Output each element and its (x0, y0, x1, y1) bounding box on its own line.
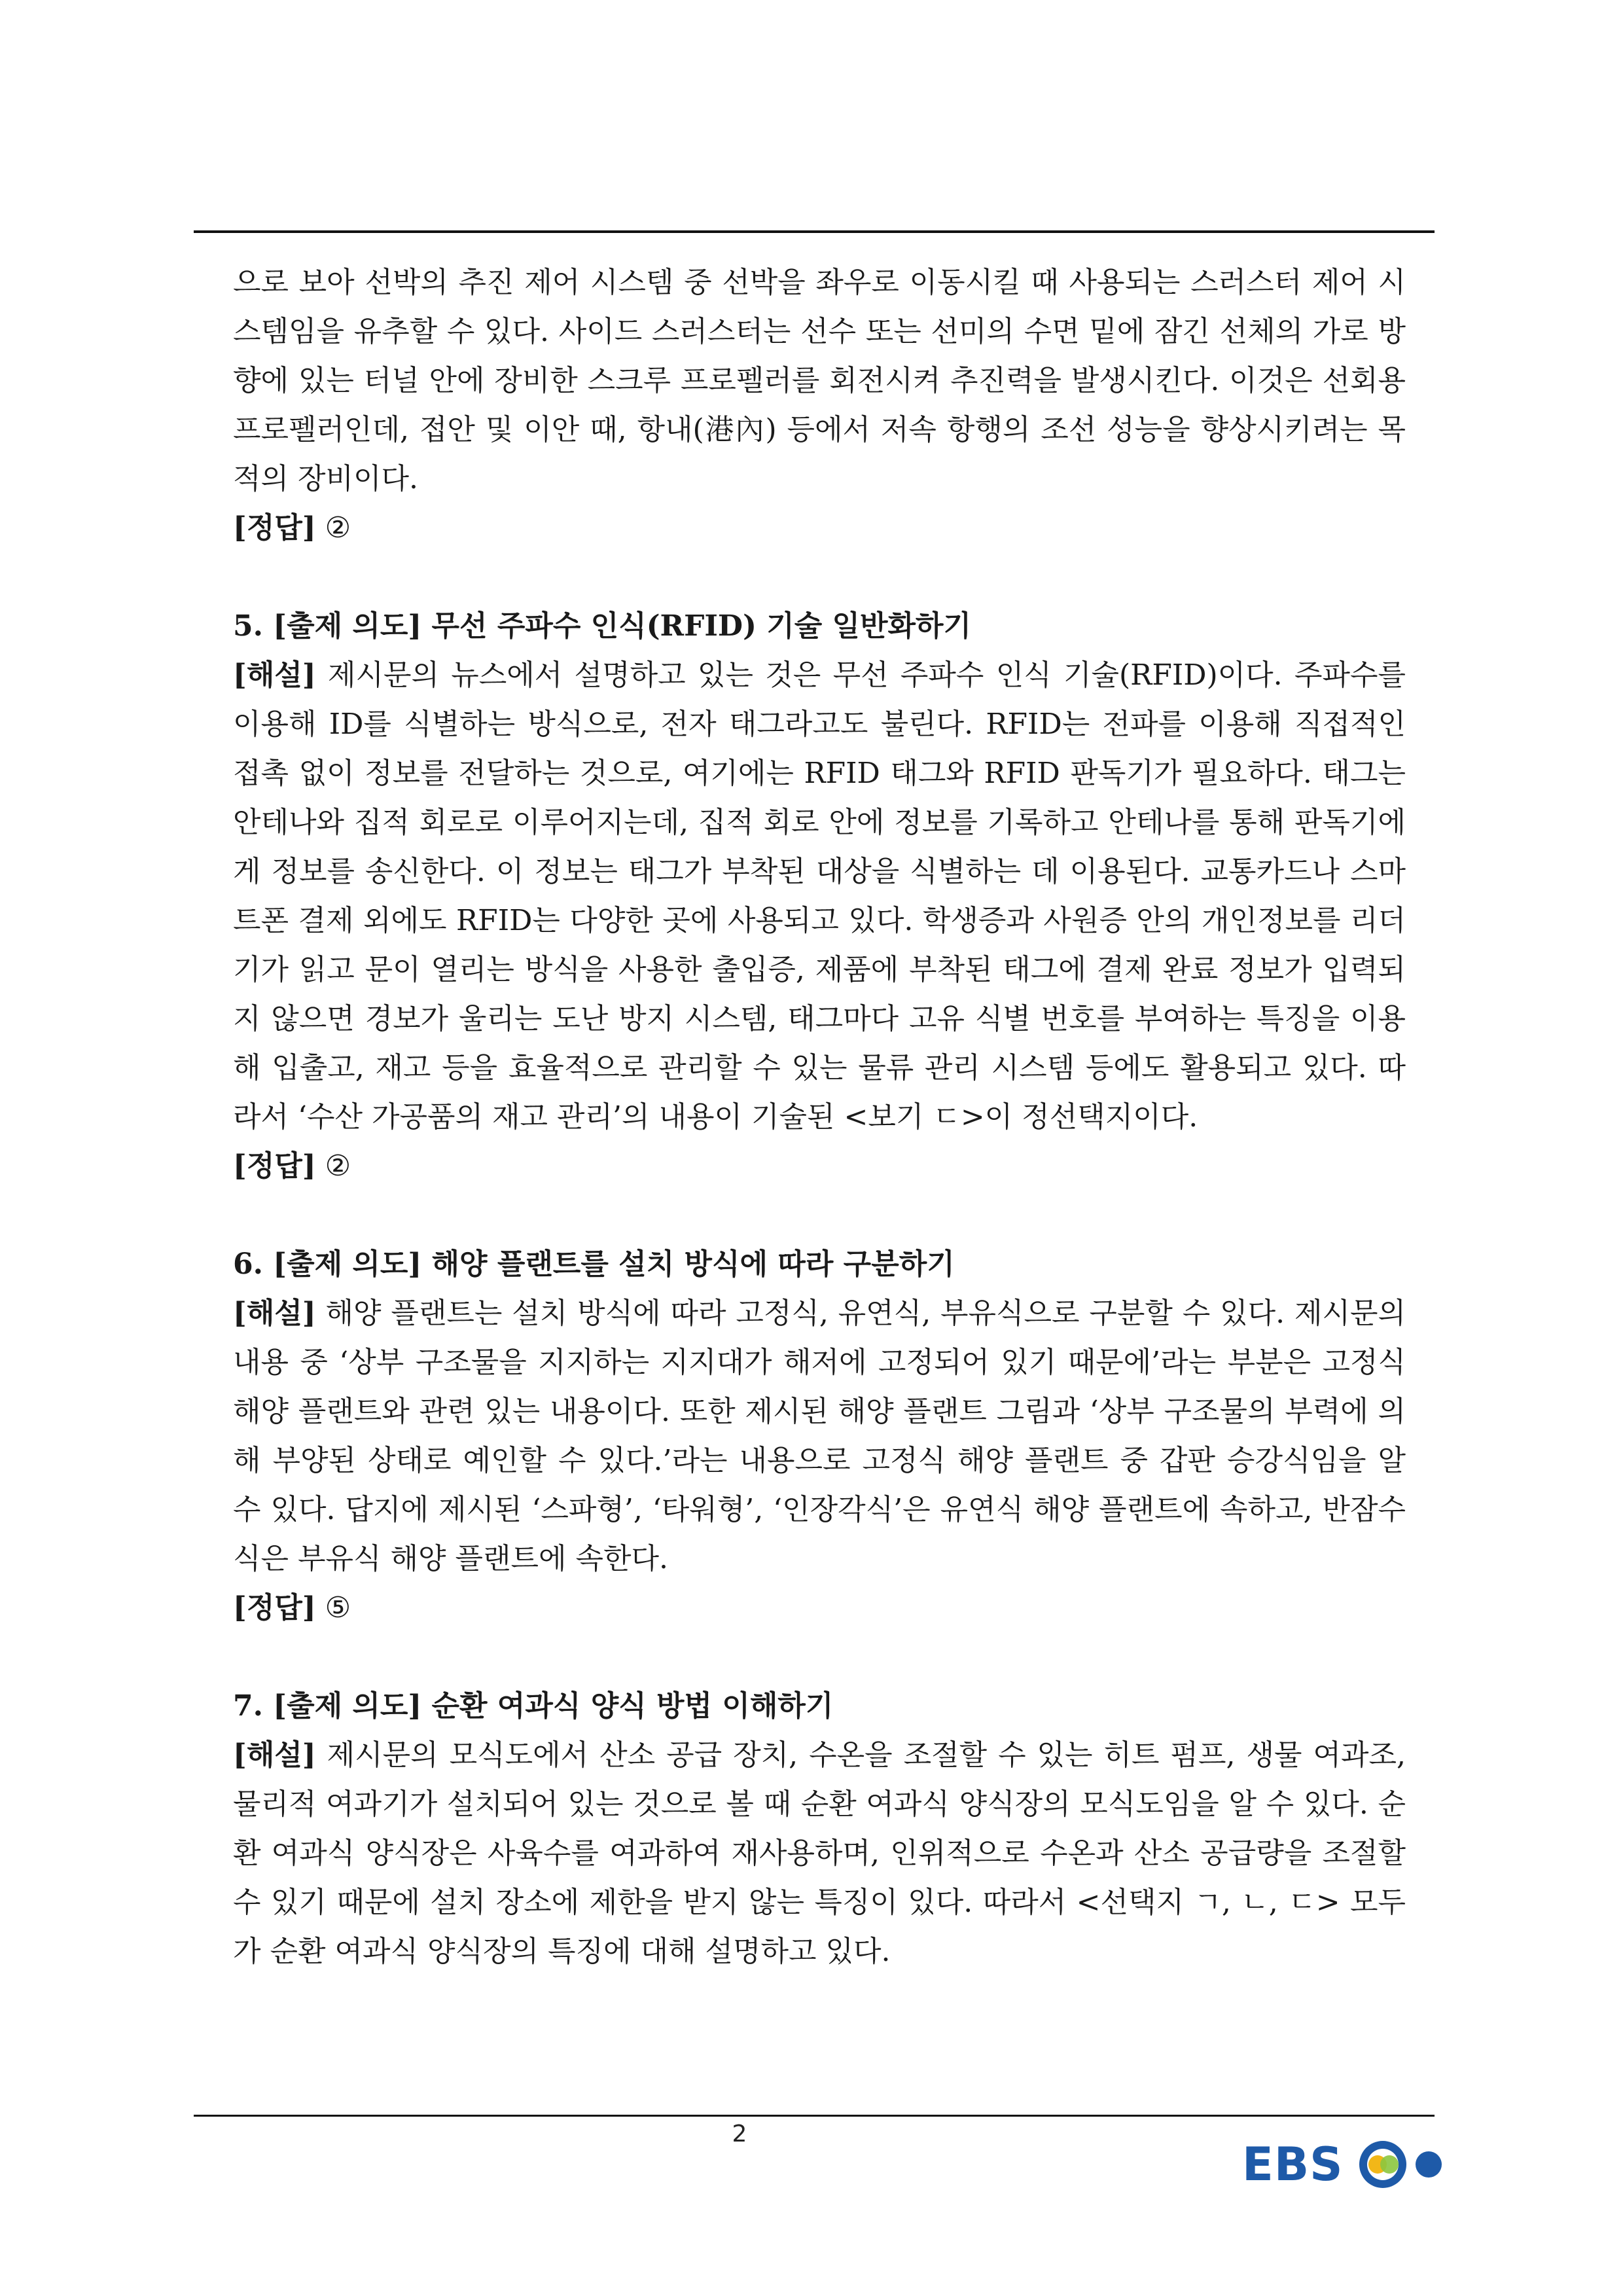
logo-green-dot (1380, 2155, 1399, 2174)
ebs-logo-text: EBS (1242, 2138, 1344, 2191)
explanation-label: [해설] (233, 1738, 316, 1772)
section-5-heading: 5. [출제 의도] 무선 주파수 인식(RFID) 기술 일반화하기 (233, 609, 972, 643)
ebs-logo-mark-icon (1351, 2135, 1463, 2194)
answer-value: ⑤ (325, 1591, 351, 1624)
continuation-answer (233, 503, 1406, 552)
explanation-label: [해설] (233, 1297, 316, 1330)
section-7-explanation (233, 1731, 1406, 1976)
header-rule (194, 230, 1435, 233)
answer-label: [정답] (233, 511, 316, 545)
answer-value: ② (325, 511, 351, 545)
explanation-text: 해양 플랜트는 설치 방식에 따라 고정식, 유연식, 부유식으로 구분할 수 있다. 제시문의 내용 중 ‘상부 구조물을 지지하는 지지대가 해저에 고정되어 있기 때문에’라는 부분은 고정식 해양 플랜트와 관련 있는 내용이다. 또한 제시된 해양 플랜트 그림과 ‘상부 구조물의 부력에 의해 부양된 상태로 예인할 수 있다.’라는 내용으로 고정식 해양 플랜트 중 갑판 승강식임을 알 수 있다. 답지에 제시된 ‘스파형’, ‘타워형’, ‘인장각식’은 유연식 해양 플랜트에 속하고, 반잠수식은 부유식 해양 플랜트에 속한다. (233, 1297, 1406, 1575)
logo-blue-dot (1416, 2151, 1442, 2178)
explanation-text: 제시문의 모식도에서 산소 공급 장치, 수온을 조절할 수 있는 히트 펌프, 생물 여과조, 물리적 여과기가 설치되어 있는 것으로 볼 때 순환 여과식 양식장의 모식도임을 알 수 있다. 순환 여과식 양식장은 사육수를 여과하여 재사용하며, 인위적으로 수온과 산소 공급량을 조절할 수 있기 때문에 설치 장소에 제한을 받지 않는 특징이 있다. 따라서 <선택지 ㄱ, ㄴ, ㄷ> 모두가 순환 여과식 양식장의 특징에 대해 설명하고 있다. (233, 1738, 1406, 1968)
explanation-label: [해설] (233, 658, 316, 692)
section-6-answer (233, 1583, 1406, 1632)
document-body (233, 258, 1406, 1976)
section-5-explanation (233, 651, 1406, 1141)
ebs-logo (1242, 2135, 1463, 2194)
page-number: 2 (732, 2121, 747, 2147)
section-7-heading: 7. [출제 의도] 순환 여과식 양식 방법 이해하기 (233, 1689, 834, 1723)
answer-label: [정답] (233, 1591, 316, 1624)
answer-value: ② (325, 1149, 351, 1183)
footer-rule (194, 2115, 1435, 2117)
answer-label: [정답] (233, 1149, 316, 1183)
explanation-text: 제시문의 뉴스에서 설명하고 있는 것은 무선 주파수 인식 기술(RFID)이다. 주파수를 이용해 ID를 식별하는 방식으로, 전자 태그라고도 불린다. RFID는 전파를 이용해 직접적인 접촉 없이 정보를 전달하는 것으로, 여기에는 RFID 태그와 RFID 판독기가 필요하다. 태그는 안테나와 집적 회로로 이루어지는데, 집적 회로 안에 정보를 기록하고 안테나를 통해 판독기에게 정보를 송신한다. 이 정보는 태그가 부착된 대상을 식별하는 데 이용된다. 교통카드나 스마트폰 결제 외에도 RFID는 다양한 곳에 사용되고 있다. 학생증과 사원증 안의 개인정보를 리더기가 읽고 문이 열리는 방식을 사용한 출입증, 제품에 부착된 태그에 결제 완료 정보가 입력되지 않으면 경보가 울리는 도난 방지 시스템, 태그마다 고유 식별 번호를 부여하는 특징을 이용해 입출고, 재고 등을 효율적으로 관리할 수 있는 물류 관리 시스템 등에도 활용되고 있다. 따라서 ‘수산 가공품의 재고 관리’의 내용이 기술된 <보기 ㄷ>이 정선택지이다. (233, 658, 1406, 1134)
section-6-explanation (233, 1289, 1406, 1583)
continuation-paragraph: 으로 보아 선박의 추진 제어 시스템 중 선박을 좌우로 이동시킬 때 사용되는 스러스터 제어 시스템임을 유추할 수 있다. 사이드 스러스터는 선수 또는 선미의 수면 밑에 잠긴 선체의 가로 방향에 있는 터널 안에 장비한 스크루 프로펠러를 회전시켜 추진력을 발생시킨다. 이것은 선회용 프로펠러인데, 접안 및 이안 때, 항내(港內) 등에서 저속 항행의 조선 성능을 향상시키려는 목적의 장비이다. (233, 266, 1406, 495)
section-6-heading: 6. [출제 의도] 해양 플랜트를 설치 방식에 따라 구분하기 (233, 1247, 955, 1281)
section-5-answer (233, 1141, 1406, 1191)
